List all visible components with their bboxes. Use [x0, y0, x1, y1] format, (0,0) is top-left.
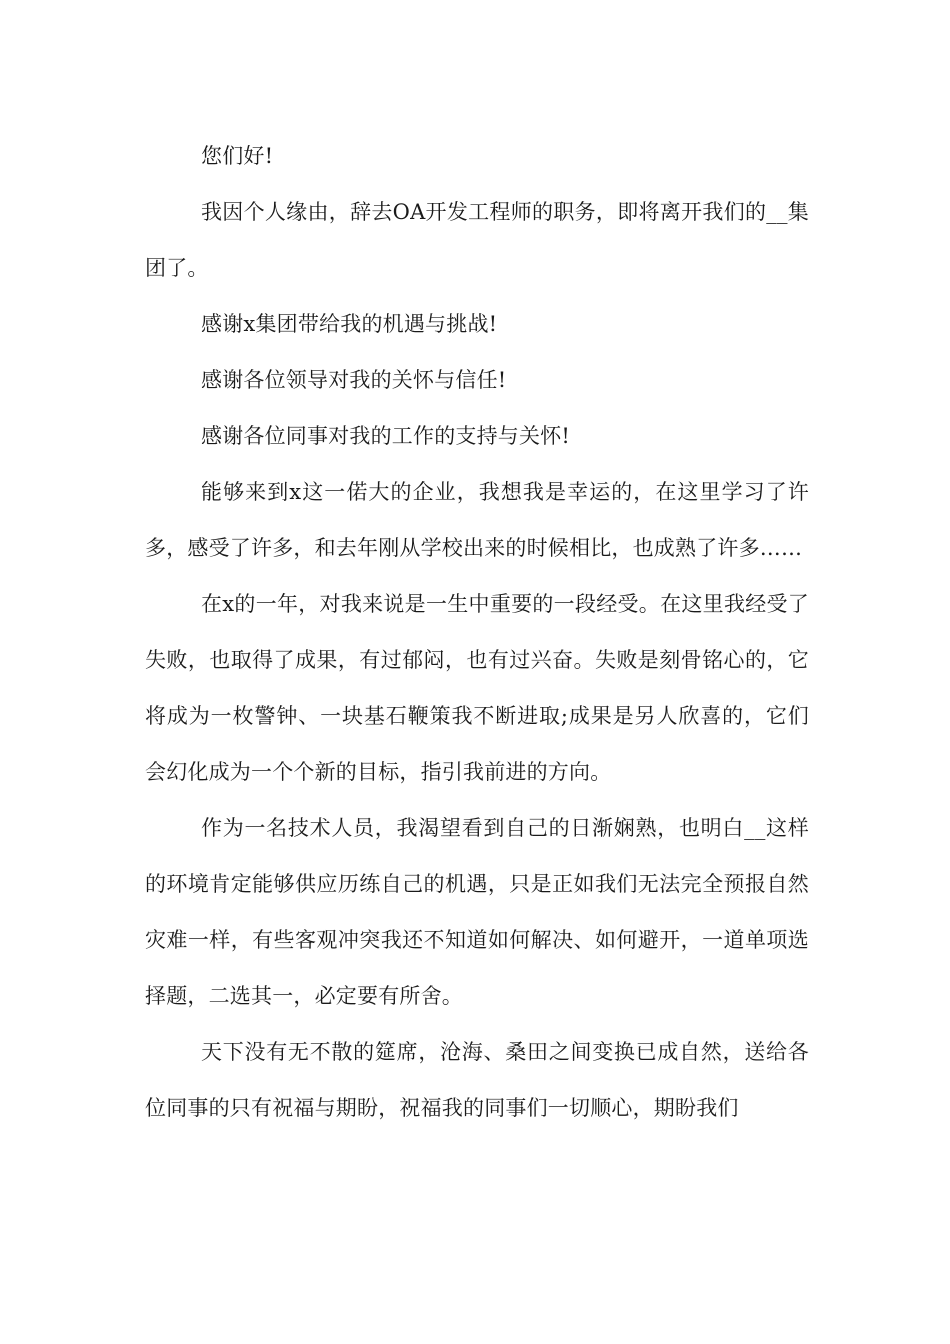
- document-body: [145, 128, 809, 1136]
- paragraph-resignation: 我因个人缘由，辞去OA开发工程师的职务，即将离开我们的__集团了。: [145, 200, 809, 280]
- greeting: 您们好!: [201, 144, 274, 168]
- paragraph-thanks-leaders: 感谢各位领导对我的关怀与信任!: [201, 368, 507, 392]
- paragraph-experience: 在x的一年，对我来说是一生中重要的一段经受。在这里我经受了失败，也取得了成果，有过郁闷，也有过兴奋。失败是刻骨铭心的，它将成为一枚警钟、一块基石鞭策我不断进取;成果是另人欣喜的，它们会幻化成为一个个新的目标，指引我前进的方向。: [145, 592, 809, 784]
- paragraph-fortunate: 能够来到x这一偌大的企业，我想我是幸运的，在这里学习了许多，感受了许多，和去年刚从学校出来的时候相比，也成熟了许多……: [145, 480, 809, 560]
- paragraph-choice: 作为一名技术人员，我渴望看到自己的日渐娴熟，也明白__这样的环境肯定能够供应历练自己的机遇，只是正如我们无法完全预报自然灾难一样，有些客观冲突我还不知道如何解决、如何避开，一道单项选择题，二选其一，必定要有所舍。: [145, 816, 809, 1008]
- paragraph-thanks-colleagues: 感谢各位同事对我的工作的支持与关怀!: [201, 424, 571, 448]
- paragraph-thanks-group: 感谢x集团带给我的机遇与挑战!: [201, 312, 498, 336]
- paragraph-farewell: 天下没有无不散的筵席，沧海、桑田之间变换已成自然，送给各位同事的只有祝福与期盼，祝福我的同事们一切顺心，期盼我们: [145, 1040, 809, 1120]
